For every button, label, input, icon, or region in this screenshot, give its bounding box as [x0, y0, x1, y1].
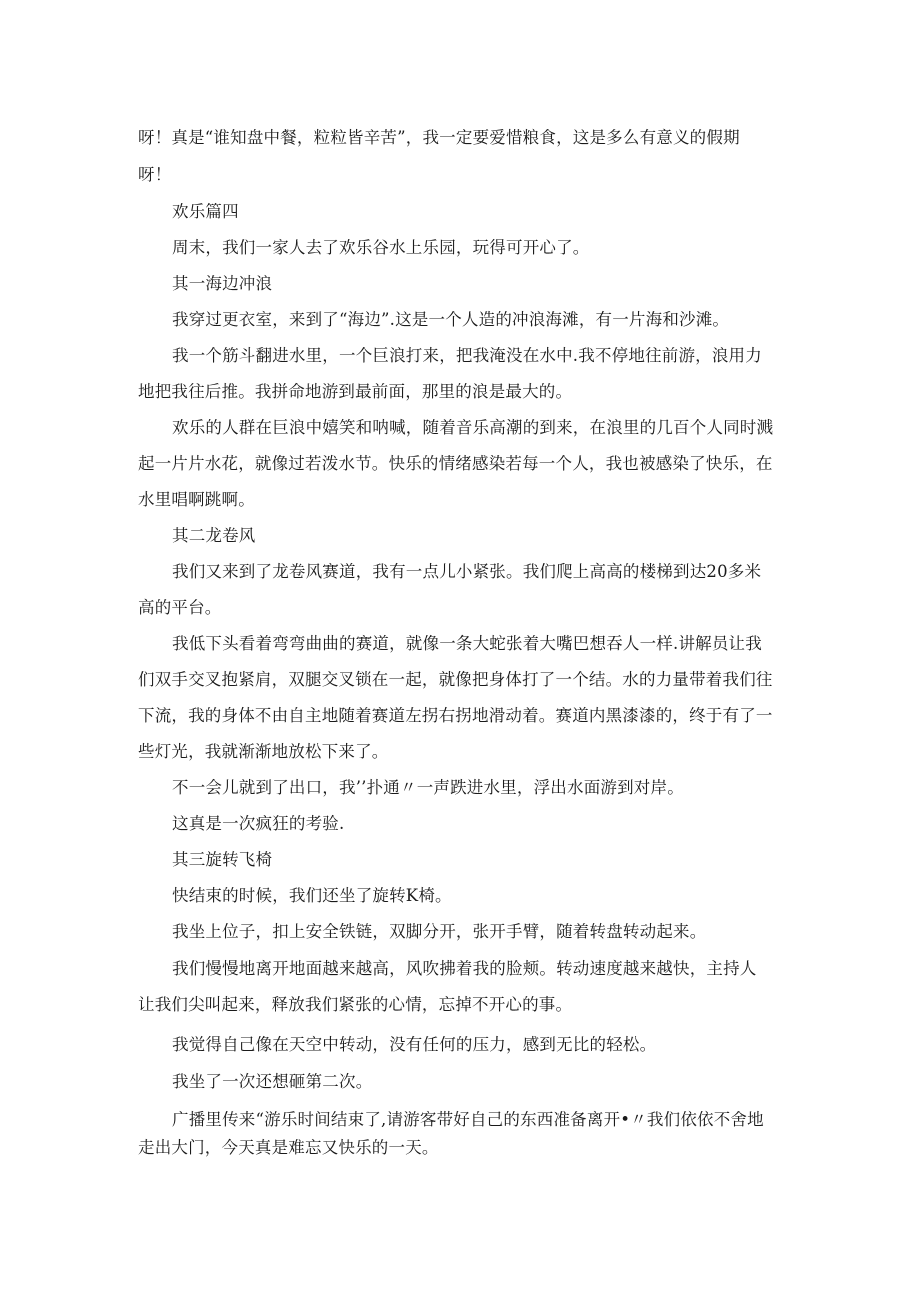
text-line: 地把我往后推。我拼命地游到最前面，那里的浪是最大的。 [138, 382, 573, 401]
text-line: 高的平台。 [138, 598, 222, 617]
text-line: 我坐上位子，扣上安全铁链，双脚分开，张开手臂，随着转盘转动起来。 [172, 922, 707, 941]
text-line: 周末，我们一家人去了欢乐谷水上乐园，玩得可开心了。 [172, 238, 590, 257]
text-line: 不一会儿就到了出口，我’’扑通〃一声跌进水里，浮出水面游到对岸。 [172, 778, 684, 797]
text-line: 我觉得自己像在天空中转动，没有任何的压力，感到无比的轻松。 [172, 1035, 657, 1054]
text-line: 我坐了一次还想砸第二次。 [172, 1072, 373, 1091]
text-line: 欢乐的人群在巨浪中嬉笑和呐喊，随着音乐高潮的到来，在浪里的几百个人同时溅 [172, 418, 774, 437]
text-line: 起一片片水花，就像过若泼水节。快乐的情绪感染若每一个人，我也被感染了快乐，在 [138, 454, 773, 473]
text-line: 水里唱啊跳啊。 [138, 490, 255, 509]
subsection-heading: 其三旋转飞椅 [172, 850, 273, 869]
text-line: 些灯光，我就渐渐地放松下来了。 [138, 742, 389, 761]
text-line: 广播里传来“游乐时间结束了,请游客带好自己的东西准备离开•〃我们依依不舍地 [172, 1110, 764, 1129]
text-line: 走出大门，今天真是难忘又快乐的一天。 [138, 1138, 439, 1157]
text-line: 我们慢慢地离开地面越来越高，风吹拂着我的脸颊。转动速度越来越快，主持人 [172, 959, 757, 978]
text-line: 我穿过更衣室，来到了“海边”.这是一个人造的冲浪海滩，有一片海和沙滩。 [172, 310, 730, 329]
text-line: 我低下头看着弯弯曲曲的赛道，就像一条大蛇张着大嘴巴想吞人一样.讲解员让我 [172, 634, 762, 653]
text-line: 们双手交叉抱紧肩，双腿交叉锁在一起，就像把身体打了一个结。水的力量带着我们往 [138, 670, 773, 689]
text-line: 我们又来到了龙卷风赛道，我有一点儿小紧张。我们爬上高高的楼梯到达20多米 [172, 562, 762, 581]
subsection-heading: 其二龙卷风 [172, 526, 256, 545]
text-line: 呀！真是“谁知盘中餐，粒粒皆辛苦”，我一定要爱惜粮食，这是多么有意义的假期 [138, 128, 740, 147]
text-line: 这真是一次疯狂的考验. [172, 814, 345, 833]
text-line: 呀！ [138, 165, 172, 184]
subsection-heading: 其一海边冲浪 [172, 274, 273, 293]
text-line: 我一个筋斗翻进水里，一个巨浪打来，把我淹没在水中.我不停地往前游，浪用力 [172, 346, 762, 365]
text-line: 下流，我的身体不由自主地随着赛道左拐右拐地滑动着。赛道内黑漆漆的，终于有了一 [138, 706, 773, 725]
text-line: 快结束的时候，我们还坐了旋转K椅。 [172, 886, 452, 905]
text-line: 让我们尖叫起来，释放我们紧张的心情，忘掉不开心的事。 [138, 995, 573, 1014]
section-heading: 欢乐篇四 [172, 202, 239, 221]
